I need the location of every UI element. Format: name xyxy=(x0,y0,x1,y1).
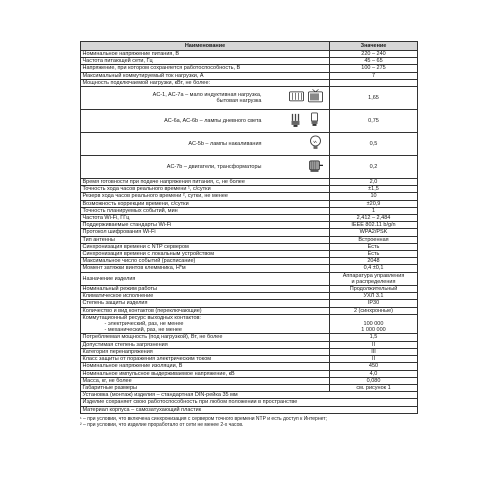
full-width-text: Материал корпуса – самозатухающий пластик xyxy=(81,406,418,413)
table-row xyxy=(81,272,418,285)
parameter-value: УХЛ 3.1 xyxy=(330,293,418,300)
parameter-name: Количество и вид контактов (переключающие) xyxy=(81,307,330,314)
parameter-name: Максимальное число событий (расписание) xyxy=(81,258,330,265)
spec-sheet xyxy=(80,41,417,428)
table-row xyxy=(81,58,418,65)
table-row xyxy=(81,193,418,200)
parameter-value: 45 – 65 xyxy=(330,58,418,65)
parameter-value: Есть xyxy=(330,251,418,258)
load-row xyxy=(81,133,418,156)
parameter-value: WPA2/PSK xyxy=(330,229,418,236)
parameter-name: Синхронизация времени с NTP сервером xyxy=(81,243,330,250)
parameter-value: III xyxy=(330,348,418,355)
cfl-lamp-icon xyxy=(307,112,324,130)
parameter-value: Встроенная xyxy=(330,236,418,243)
table-row xyxy=(81,243,418,250)
load-icons xyxy=(307,158,324,176)
load-row xyxy=(81,87,418,110)
parameter-value: 2 (синхронные) xyxy=(330,307,418,314)
load-box xyxy=(83,156,328,178)
tv-icon xyxy=(307,89,324,107)
footnote: ¹ – при условии, что включена синхронизация с сервером точного времени NTP и есть доступ к Интернет; xyxy=(80,415,327,422)
table-row xyxy=(81,307,418,314)
parameter-name: Тип антенны xyxy=(81,236,330,243)
load-cell xyxy=(81,133,330,156)
parameter-value: IP30 xyxy=(330,300,418,307)
table-row xyxy=(81,356,418,363)
parameter-value: 1 xyxy=(330,207,418,214)
parameter-name: Точность планируемых событий, мин xyxy=(81,207,330,214)
load-icons xyxy=(288,112,324,130)
resource-values: 100 000 1 000 000 xyxy=(330,314,418,334)
parameter-value: 0,080 xyxy=(330,377,418,384)
table-row xyxy=(81,300,418,307)
table-row xyxy=(81,258,418,265)
table-row xyxy=(81,265,418,272)
full-width-row xyxy=(81,392,418,399)
load-cell xyxy=(81,110,330,133)
table-row xyxy=(81,251,418,258)
load-cell xyxy=(81,87,330,110)
parameter-name: Частота питающей сети, Гц xyxy=(81,58,330,65)
parameter-name: Резерв хода часов реального времени ², сутки, не менее xyxy=(81,193,330,200)
parameter-name: Точность хода часов реального времени ¹, с/сутки xyxy=(81,186,330,193)
parameter-value: ±1,5 xyxy=(330,186,418,193)
footnote: ² – при условии, что изделие проработало от сети не менее 2-х часов. xyxy=(80,421,244,428)
table-row xyxy=(81,293,418,300)
value-column-header: Значение xyxy=(330,42,418,51)
parameter-value: 450 xyxy=(330,363,418,370)
load-icons xyxy=(307,135,324,153)
parameter-name: Номинальное импульсное выдерживаемое напряжение, кВ xyxy=(81,370,330,377)
parameter-name: Потребляемая мощность (под нагрузкой), Вт, не более xyxy=(81,334,330,341)
parameter-value: 100 – 275 xyxy=(330,65,418,72)
parameter-name: Масса, кг, не более xyxy=(81,377,330,384)
parameter-value: 2,412 – 2,484 xyxy=(330,215,418,222)
load-row xyxy=(81,156,418,179)
power-heading-value xyxy=(330,79,418,86)
electrical-resource-label: - электрический, раз, не менее xyxy=(104,321,184,328)
resource-row xyxy=(81,314,418,334)
table-row xyxy=(81,51,418,58)
parameter-value: Продолжительный xyxy=(330,286,418,293)
parameter-name: Назначение изделия xyxy=(81,272,330,285)
table-row xyxy=(81,384,418,391)
table-header-row xyxy=(81,42,418,51)
resource-name: Коммутационный ресурс выходных контактов: - электрический, раз, не менее - механический, раз, не менее xyxy=(81,314,330,334)
load-cell xyxy=(81,156,330,179)
parameter-name: Номинальное напряжение изоляции, В xyxy=(81,363,330,370)
fluorescent-lamp-icon xyxy=(288,112,305,130)
parameter-name: Поддерживаемые стандарты Wi-Fi xyxy=(81,222,330,229)
parameter-value: 10 xyxy=(330,193,418,200)
load-power-value: 0,75 xyxy=(330,110,418,133)
table-row xyxy=(81,341,418,348)
parameter-value: II xyxy=(330,341,418,348)
load-label: AC-6a, AC-6b – лампы дневного света xyxy=(164,117,262,124)
table-row xyxy=(81,222,418,229)
parameter-name: Максимальный коммутируемый ток нагрузки, А xyxy=(81,72,330,79)
table-row xyxy=(81,186,418,193)
load-label: AC-7b – двигатели, трансформаторы xyxy=(166,163,262,170)
parameter-name: Степень защиты изделия xyxy=(81,300,330,307)
table-row xyxy=(81,200,418,207)
parameter-value: II xyxy=(330,356,418,363)
parameter-name: Протокол шифрования Wi-Fi xyxy=(81,229,330,236)
name-column-header: Наименование xyxy=(81,42,330,51)
parameter-value: ±20,9 xyxy=(330,200,418,207)
load-icons xyxy=(288,89,324,107)
table-row xyxy=(81,236,418,243)
table-row xyxy=(81,229,418,236)
footnotes xyxy=(80,416,417,428)
load-box xyxy=(83,87,328,109)
table-row xyxy=(81,363,418,370)
parameter-value: 0,4 ±0,1 xyxy=(330,265,418,272)
table-row xyxy=(81,72,418,79)
table-row xyxy=(81,348,418,355)
load-power-value: 0,5 xyxy=(330,133,418,156)
table-row xyxy=(81,286,418,293)
parameter-name: Момент затяжки винтов клеммника, Н*м xyxy=(81,265,330,272)
load-label: AC-1, AC-7a – мало индуктивная нагрузка, бытовая нагрузка xyxy=(152,91,262,105)
table-row xyxy=(81,65,418,72)
parameter-name: Габаритные размеры xyxy=(81,384,330,391)
power-heading: Мощность подключаемой нагрузки, кВт, не более: xyxy=(81,79,330,86)
table-row xyxy=(81,377,418,384)
parameter-name: Категория перенапряжения xyxy=(81,348,330,355)
parameter-name: Номинальный режим работы xyxy=(81,286,330,293)
specifications-table xyxy=(80,41,418,414)
parameter-value: Есть xyxy=(330,243,418,250)
parameter-name: Допустимая степень загрязнения xyxy=(81,341,330,348)
full-width-text: Изделие сохраняет свою работоспособность при любом положении в пространстве xyxy=(81,399,418,406)
load-box xyxy=(83,110,328,132)
table-row xyxy=(81,215,418,222)
parameter-name: Синхронизация времени с локальным устройством xyxy=(81,251,330,258)
table-row xyxy=(81,179,418,186)
parameter-name: Возможность коррекции времени, с/сутки xyxy=(81,200,330,207)
parameter-name: Напряжение, при котором сохраняется работоспособность, В xyxy=(81,65,330,72)
full-width-row xyxy=(81,399,418,406)
parameter-name: Время готовности при подаче напряжения питания, с, не более xyxy=(81,179,330,186)
power-heading-row xyxy=(81,79,418,86)
table-row xyxy=(81,334,418,341)
load-power-value: 1,65 xyxy=(330,87,418,110)
parameter-value: 2048 xyxy=(330,258,418,265)
full-width-row xyxy=(81,406,418,413)
parameter-value: Аппаратура управления и распределения xyxy=(330,272,418,285)
parameter-value: 4,0 xyxy=(330,370,418,377)
parameter-name: Номинальное напряжение питания, В xyxy=(81,51,330,58)
mechanical-resource-label: - механический, раз, не менее xyxy=(104,327,182,334)
load-row xyxy=(81,110,418,133)
load-label: AC-5b – лампы накаливания xyxy=(188,140,262,147)
parameter-value: 2,0 xyxy=(330,179,418,186)
motor-icon xyxy=(307,158,324,176)
parameter-name: Климатическое исполнение xyxy=(81,293,330,300)
full-width-text: Установка (монтаж) изделия – стандартная DIN-рейка 35 мм xyxy=(81,392,418,399)
incandescent-lamp-icon xyxy=(307,135,324,153)
parameter-value: IEEE 802.11 b/g/n xyxy=(330,222,418,229)
heater-icon xyxy=(288,89,305,107)
parameter-name: Частота Wi-Fi, ГГц xyxy=(81,215,330,222)
parameter-value: 220 – 240 xyxy=(330,51,418,58)
table-row xyxy=(81,370,418,377)
parameter-value: 7 xyxy=(330,72,418,79)
load-box xyxy=(83,133,328,155)
parameter-value: 1,5 xyxy=(330,334,418,341)
table-row xyxy=(81,207,418,214)
load-power-value: 0,2 xyxy=(330,156,418,179)
parameter-name: Класс защиты от поражения электрическим током xyxy=(81,356,330,363)
parameter-value: см. рисунок 1 xyxy=(330,384,418,391)
